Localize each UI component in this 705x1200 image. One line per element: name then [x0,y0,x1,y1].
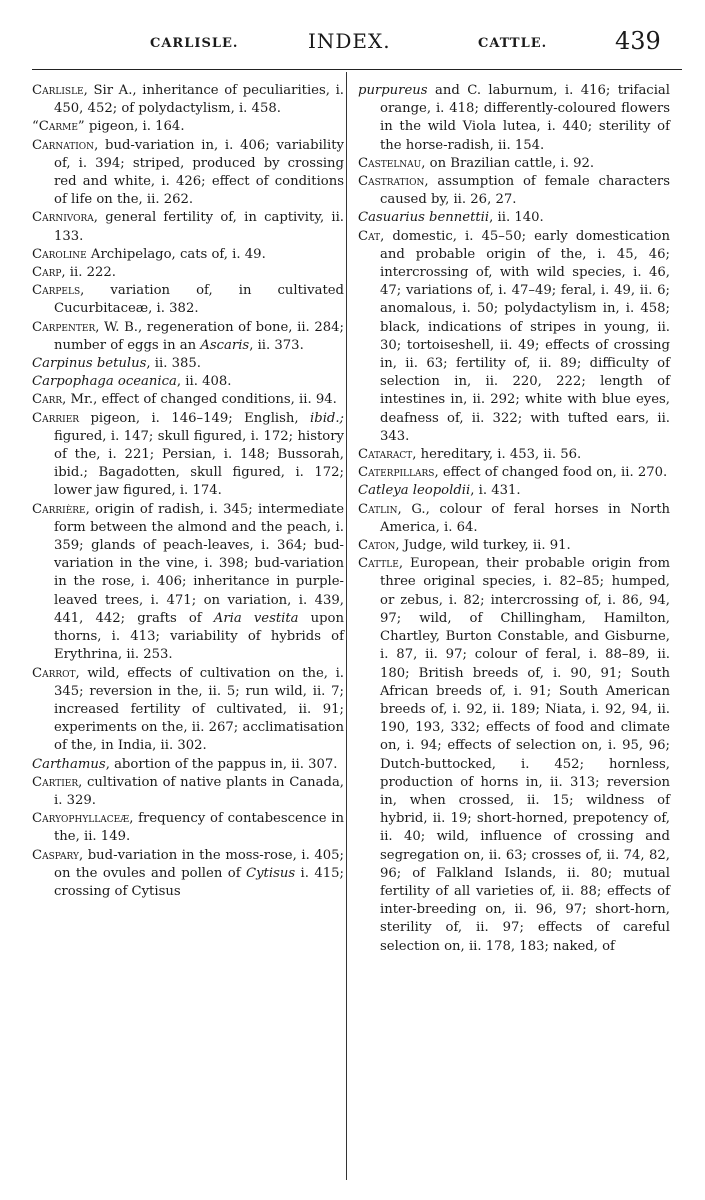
entry-heading: Carnivora [32,210,94,226]
index-entry [32,756,344,774]
entry-heading: Caroline [32,246,87,262]
entry-text-tail: upon thorns, i. 413; variability of hybrids of Erythrina, ii. 253. [54,610,344,663]
entry-text: , wild, effects of cultivation on the, i. 345; reversion in the, ii. 5; run wild, ii. 7; increased fertility of cultivated, ii. 91; experiments on the, ii. 267; acclimatisation of the, in India, ii. 302. [54,665,344,754]
entry-text: pigeon, i. 164. [84,119,185,135]
entry-text-tail: figured, i. 147; skull figured, i. 172; history of the, i. 221; Persian, i. 148; Bussorah, ibid.; Bagadotten, skull figured, i. 172; lower jaw figured, i. 174. [54,428,344,499]
entry-heading: Caton [358,538,396,554]
index-entry [32,665,344,756]
index-entry [358,82,670,155]
entry-heading: Carpenter [32,319,96,335]
index-entry [358,209,670,227]
index-entry [358,555,670,955]
entry-text: , effect of changed food on, ii. 270. [434,465,668,481]
entry-text: , bud-variation in, i. 406; variability of, i. 394; striped, produced by crossing red and white, i. 426; effect of conditions of life on the, ii. 262. [54,137,344,208]
index-entry [32,137,344,210]
entry-text: , Judge, wild turkey, ii. 91. [395,538,571,554]
entry-heading-italic: Carthamus [32,756,106,772]
entry-heading: Castelnau [358,155,422,171]
entry-text: , frequency of contabescence in the, ii. 149. [54,811,344,845]
index-entry [358,464,670,482]
entry-text: , origin of radish, i. 345; intermediate form between the almond and the peach, i. 359; glands of peach-leaves, i. 364; bud-variation in the vine, i. 398; bud-variation in the rose, i. 406; inheritance in purple-leaved trees, i. 471; on variation, i. 439, 441, 442; grafts of [54,501,344,626]
entry-heading: “Carme” [32,119,85,135]
entry-text: , on Brazilian cattle, i. 92. [421,155,595,171]
entry-text: , ii. 222. [61,265,116,281]
index-entry [32,355,344,373]
header-rule [32,69,682,70]
entry-heading: Caterpillars [358,465,435,481]
index-entry [32,282,344,318]
index-entry [32,373,344,391]
index-entry [32,847,344,902]
entry-heading: Carrière [32,501,86,517]
index-entry [32,319,344,355]
index-entry [32,810,344,846]
entry-text: , variation of, in cultivated Cucurbitaceæ, i. 382. [54,283,344,317]
running-head-right: CATTLE. [478,36,548,51]
entry-text: , G., colour of feral horses in North America, i. 64. [380,501,670,535]
entry-text-italic: ibid.; [310,410,344,426]
entry-heading: Carrot [32,665,76,681]
entry-heading-italic: Carpinus betulus [32,356,147,372]
column-divider [346,72,347,1180]
entry-heading: Cat [358,228,381,244]
entry-text: , cultivation of native plants in Canada, i. 329. [54,774,344,808]
entry-text: , ii. 140. [489,210,544,226]
entry-text: , ii. 408. [176,374,232,390]
index-entry [32,82,344,118]
index-entry [358,537,670,555]
index-entry [32,264,344,282]
entry-text-italic: Aria vestita [213,610,299,626]
index-entry [358,501,670,537]
entry-text: and C. laburnum, i. 416; trifacial orange, i. 418; differently-coloured flowers in the wild Viola lutea, i. 440; sterility of the horse-radish, ii. 154. [380,83,670,153]
entry-heading: Cattle [358,556,399,572]
entry-heading: Carr [32,392,63,408]
entry-heading: Castration [358,174,425,190]
entry-text-italic: Cytisus [246,865,296,881]
entry-text: , Sir A., inheritance of peculiarities, i. 450, 452; of polydactylism, i. 458. [54,83,344,117]
entry-text: , European, their probable origin from three original species, i. 82–85; humped, or zebus, i. 82; intercrossing of, i. 86, 94, 97; wild, of Chillingham, Hamilton, Chartley, Burton Constable, and Gisburne, i. 87, ii. 97; colour of feral, i. 88–89, ii. 180; British breeds of, i. 90, 91; South African breeds of, i. 91; South American breeds of, i. 92, ii. 189; Niata, i. 92, 94, ii. 190, 193, 332; effects of food and climate on, i. 94; effects of selection on, i. 95, 96; Dutch-buttocked, i. 452; hornless, production of horns in, ii. 313; reversion in, when crossed, ii. 15; wildness of hybrid, ii. 19; short-horned, prepotency of, ii. 40; wild, influence of crossing and segregation on, ii. 63; crosses of, ii. 74, 82, 96; of Falkland Islands, ii. 80; mutual fertility of all varieties of, ii. 88; effects of inter-breeding on, ii. 96, 97; short-horn, sterility of, ii. 97; effects of careful selection on, ii. 178, 183; naked, of [380,556,670,954]
index-entry [358,228,670,446]
entry-text: , Mr., effect of changed conditions, ii. 94. [62,392,337,408]
entry-text: , ii. 385. [146,356,201,372]
entry-heading: Carpels [32,283,81,299]
index-entry [32,410,344,501]
entry-heading: Cartier [32,774,79,790]
entry-heading: Cataract [358,447,413,463]
index-entry [32,501,344,665]
entry-heading: Carrier [32,410,80,426]
entry-text: pigeon, i. 146–149; English, [79,410,311,426]
index-entry [32,774,344,810]
running-head-title: INDEX. [308,29,391,53]
index-entry [358,446,670,464]
entry-text: , hereditary, i. 453, ii. 56. [412,447,582,463]
entry-text-tail: , ii. 373. [249,337,304,353]
index-entry [32,391,344,409]
entry-text-italic: Ascaris [200,337,250,353]
index-column-right [358,82,670,956]
index-entry [32,118,344,136]
index-entry [32,209,344,245]
entry-heading-italic: Carpophaga oceanica [32,374,177,390]
entry-text-tail: i. 415; crossing of Cytisus [54,865,344,899]
entry-heading: Carnation [32,137,95,153]
entry-text: Archipelago, cats of, i. 49. [86,246,266,262]
entry-heading: Catlin [358,501,398,517]
index-column-left [32,82,344,901]
index-entry [32,246,344,264]
index-entry [358,482,670,500]
entry-heading: Caryophyllaceæ [32,811,130,827]
entry-text: , assumption of female characters caused by, ii. 26, 27. [380,174,670,208]
entry-heading-italic: purpureus [358,83,428,98]
entry-text: , general fertility of, in captivity, ii. 133. [54,210,344,244]
entry-text: , i. 431. [470,483,521,499]
entry-heading-italic: Casuarius bennettii [358,210,490,226]
index-entry [358,155,670,173]
entry-heading: Carlisle [32,83,84,98]
entry-heading: Caspary [32,847,79,863]
page-number: 439 [615,27,661,55]
entry-text: , W. B., regeneration of bone, ii. 284; number of eggs in an [54,319,344,353]
index-entry [358,173,670,209]
entry-text: , domestic, i. 45–50; early domestication and probable origin of the, i. 45, 46; intercrossing of, with wild species, i. 46, 47; variations of, i. 47–49; feral, i. 49, ii. 6; anomalous, i. 50; polydactylism in, i. 458; black, indications of stripes in young, ii. 30; tortoiseshell, ii. 49; effects of crossing in, ii. 63; fertility of, ii. 89; difficulty of selection in, ii. 220, 222; length of intestines in, ii. 292; white with blue eyes, deafness of, ii. 322; with tufted ears, ii. 343. [380,228,670,444]
running-head-left: CARLISLE. [150,36,239,51]
entry-heading: Carp [32,265,62,281]
entry-text: , abortion of the pappus in, ii. 307. [105,756,338,772]
entry-text: , bud-variation in the moss-rose, i. 405; on the ovules and pollen of [54,847,344,881]
entry-heading-italic: Catleya leopoldii [358,483,471,499]
